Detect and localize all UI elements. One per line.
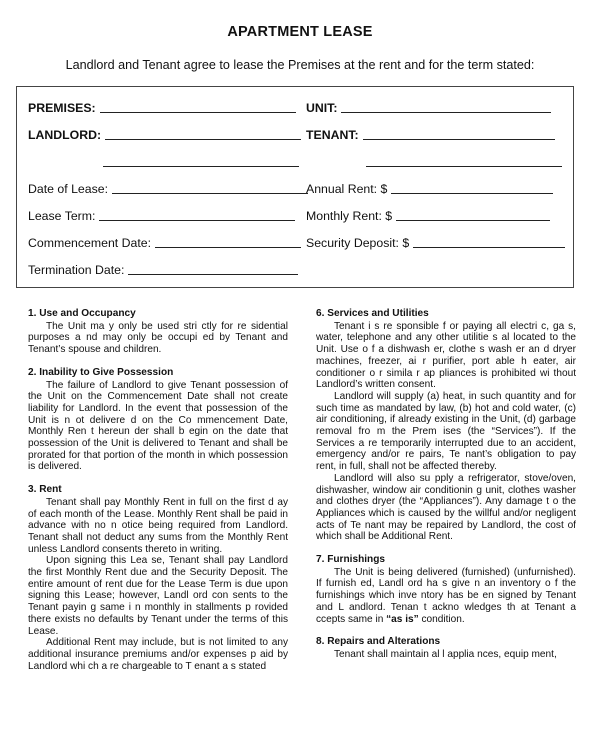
monthly-rent-row xyxy=(306,207,550,223)
as-is-emphasis: “as is” xyxy=(386,613,419,625)
commencement-date-label: Commencement Date: xyxy=(28,236,152,250)
tenant-field-2[interactable] xyxy=(366,165,562,167)
monthly-rent-field[interactable] xyxy=(396,219,550,221)
tenant-field[interactable] xyxy=(363,138,555,140)
landlord-field[interactable] xyxy=(105,138,301,140)
premises-label: PREMISES: xyxy=(28,101,96,115)
commencement-date-field[interactable] xyxy=(155,246,301,248)
security-deposit-row xyxy=(306,234,565,250)
tenant-row xyxy=(306,126,555,142)
section-3-text-2: Upon signing this Lea se, Tenant shall pay Landlord the first Monthly Rent due and the Security Deposit. The entire amount of rent due for the Lease Term is due upon signing this Lease; however, Landl ord con sents to the Tenant payin g same i n monthly in stallments p rovided there exists no defaults by Tenant under the terms of this Lease. xyxy=(28,555,288,637)
section-6-heading: 6. Services and Utilities xyxy=(316,308,429,319)
right-column xyxy=(316,308,576,661)
section-7-text-a: The Unit is being delivered (furnished) (unfurnished). If furnish ed, Landl ord ha s give n an inventory o f the furnishings which inve ntory has be en signed by Tenant and L andlord. Tenan t ackno wledges th at Tenant a ccepts same in xyxy=(316,566,576,625)
date-of-lease-row xyxy=(28,180,308,196)
section-7-text-c: condition. xyxy=(418,613,465,625)
section-6-text-3: Landlord will also su pply a refrigerator, stove/oven, dishwasher, window air conditionin g unit, clothes washer and clothes dryer (the “Appliances”). Any damage t o the Appliances which is caused by the willful and/or negligent acts of Te nant may be repaired by Landlord, the cost of which shall be Additional Rent. xyxy=(316,472,576,543)
document-title: APARTMENT LEASE xyxy=(227,24,373,40)
section-2-heading: 2. Inability to Give Possession xyxy=(28,366,174,378)
termination-date-label: Termination Date: xyxy=(28,263,125,277)
section-1-heading: 1. Use and Occupancy xyxy=(28,308,136,319)
section-8-text: Tenant shall maintain al l applia nces, equip ment, xyxy=(334,648,557,660)
unit-label: UNIT: xyxy=(306,101,338,115)
unit-row xyxy=(306,99,551,115)
termination-date-row xyxy=(28,261,298,277)
section-6-text-1: Tenant i s re sponsible f or paying all electri c, ga s, water, telephone and any other utilitie s al located to the Unit. Use o f a dishwash er, clothe s wash er an d dryer machines, freezer, ai r purifier, port able h eater, air conditioner o r simila r ap pliances is prohibited wi thout Landlord’s written consent. xyxy=(316,320,576,391)
section-6-text-2: Landlord will supply (a) heat, in such quantity and for such time as mandated by law, (b) hot and cold water, (c) air conditioning, if already existing in the Unit, (d) garbage removal fro m the Prem ises (the “Services”). If the Services a re temporarily interrupted due to an accident, emergency and/or re pairs, Te nant’s obligation to pay rent, in full, shall not be affected thereby. xyxy=(316,390,576,473)
security-deposit-label: Security Deposit: $ xyxy=(306,236,410,250)
annual-rent-field[interactable] xyxy=(391,192,553,194)
lease-term-label: Lease Term: xyxy=(28,209,96,223)
lease-summary-form xyxy=(16,86,574,288)
monthly-rent-label: Monthly Rent: $ xyxy=(306,209,393,223)
tenant-line-2 xyxy=(366,153,562,169)
section-3-heading: 3. Rent xyxy=(28,484,62,496)
security-deposit-field[interactable] xyxy=(413,246,565,248)
landlord-line-2 xyxy=(103,153,299,169)
section-7-text xyxy=(316,567,576,626)
section-2-text: The failure of Landlord to give Tenant possession of the Unit on the Commencement Date shall not create liability for Landlord. In the event that possession of the Unit is n ot delivere d on the Co mmencement Date, Monthly Ren t hereun der shall b egin on the date that possession of the Unit is delivered to Tenant and shall be prorated for that portion of the month in which possession is delivered. xyxy=(28,379,288,473)
annual-rent-label: Annual Rent: $ xyxy=(306,182,388,196)
landlord-field-2[interactable] xyxy=(103,165,299,167)
intro-text: Landlord and Tenant agree to lease the Premises at the rent and for the term stated: xyxy=(65,58,535,72)
lease-term-row xyxy=(28,207,295,223)
section-8-heading: 8. Repairs and Alterations xyxy=(316,636,441,648)
annual-rent-row xyxy=(306,180,553,196)
landlord-row xyxy=(28,126,301,142)
premises-row xyxy=(28,99,296,115)
unit-field[interactable] xyxy=(341,111,551,113)
left-column xyxy=(28,308,288,672)
section-3-text-3: Additional Rent may include, but is not limited to any additional insurance premiums and/or expenses p aid by Landlord whi ch a re chargeable to T enant a s stated xyxy=(28,637,288,672)
landlord-label: LANDLORD: xyxy=(28,128,102,142)
section-7-heading: 7. Furnishings xyxy=(316,554,385,566)
date-of-lease-label: Date of Lease: xyxy=(28,182,108,196)
lease-term-field[interactable] xyxy=(99,219,295,221)
tenant-label: TENANT: xyxy=(306,128,359,142)
date-of-lease-field[interactable] xyxy=(112,192,308,194)
section-1-text: The Unit ma y only be used stri ctly for re sidential purposes a nd may only be occupi ed by Tenant and Tenant’s spouse and children. xyxy=(28,320,288,356)
termination-date-field[interactable] xyxy=(128,273,298,275)
section-3-text-1: Tenant shall pay Monthly Rent in full on the first d ay of each month of the Lease. Monthly Rent shall be paid in advance with no n otice being required from Landlord. Tenant shall not deduct any sums from the Monthly Rent unless Landlord consents thereto in writing. xyxy=(28,496,288,555)
commencement-date-row xyxy=(28,234,301,250)
premises-field[interactable] xyxy=(100,111,296,113)
